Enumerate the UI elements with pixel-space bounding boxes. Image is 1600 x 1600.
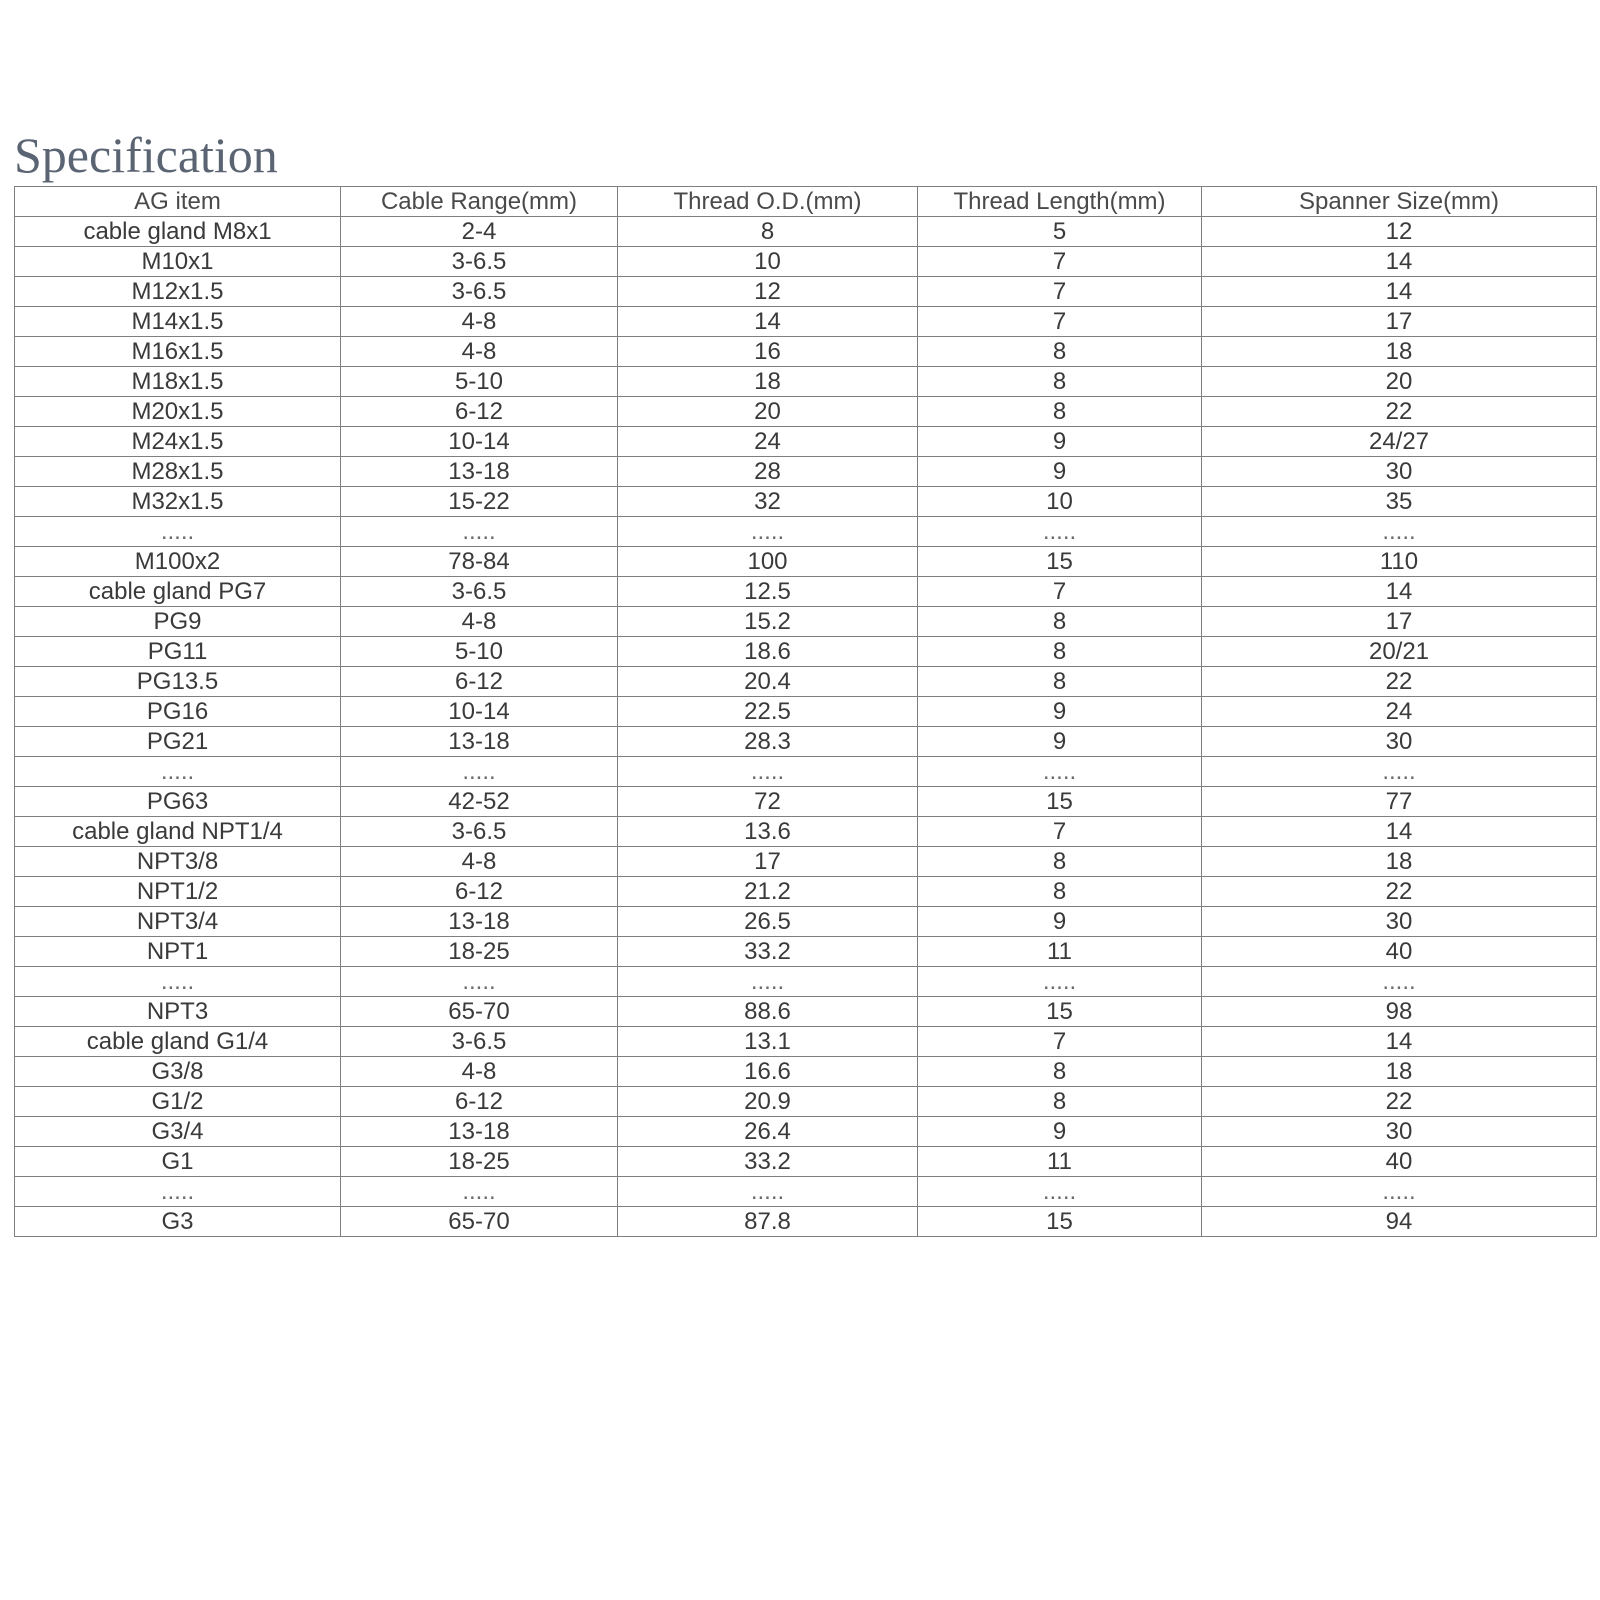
cell-thread-length: 8 — [918, 847, 1202, 877]
table-row — [15, 697, 1597, 727]
cell-thread-od: 18.6 — [618, 637, 918, 667]
cell-spanner-size: 18 — [1202, 337, 1597, 367]
header-thread-od: Thread O.D.(mm) — [618, 187, 918, 217]
cell-spanner-size: 20 — [1202, 367, 1597, 397]
table-row — [15, 607, 1597, 637]
cell-spanner-size: ..... — [1202, 967, 1597, 997]
cell-cable-range: 18-25 — [341, 1147, 618, 1177]
table-row — [15, 997, 1597, 1027]
cell-ag-item: M24x1.5 — [15, 427, 341, 457]
cell-thread-length: 8 — [918, 367, 1202, 397]
table-row — [15, 517, 1597, 547]
cell-thread-length: 7 — [918, 307, 1202, 337]
cell-spanner-size: 14 — [1202, 277, 1597, 307]
table-row — [15, 967, 1597, 997]
cell-thread-od: 16 — [618, 337, 918, 367]
cell-cable-range: ..... — [341, 1177, 618, 1207]
cell-ag-item: G1/2 — [15, 1087, 341, 1117]
cell-thread-od: 88.6 — [618, 997, 918, 1027]
cell-spanner-size: 94 — [1202, 1207, 1597, 1237]
table-row — [15, 457, 1597, 487]
cell-cable-range: 6-12 — [341, 667, 618, 697]
cell-thread-od: 10 — [618, 247, 918, 277]
cell-thread-length: 7 — [918, 247, 1202, 277]
cell-cable-range: 13-18 — [341, 907, 618, 937]
table-row — [15, 577, 1597, 607]
cell-thread-od: 26.5 — [618, 907, 918, 937]
cell-thread-length: ..... — [918, 757, 1202, 787]
cell-spanner-size: 40 — [1202, 1147, 1597, 1177]
cell-spanner-size: 110 — [1202, 547, 1597, 577]
table-row — [15, 277, 1597, 307]
cell-thread-od: 33.2 — [618, 1147, 918, 1177]
table-row — [15, 1057, 1597, 1087]
cell-cable-range: 13-18 — [341, 1117, 618, 1147]
table-row — [15, 1117, 1597, 1147]
cell-thread-od: 28.3 — [618, 727, 918, 757]
cell-thread-od: ..... — [618, 757, 918, 787]
cell-thread-length: 8 — [918, 877, 1202, 907]
cell-thread-length: 9 — [918, 697, 1202, 727]
cell-spanner-size: ..... — [1202, 757, 1597, 787]
cell-cable-range: 10-14 — [341, 427, 618, 457]
cell-ag-item: G1 — [15, 1147, 341, 1177]
header-cable-range: Cable Range(mm) — [341, 187, 618, 217]
cell-ag-item: PG16 — [15, 697, 341, 727]
cell-cable-range: 6-12 — [341, 877, 618, 907]
cell-spanner-size: 14 — [1202, 1027, 1597, 1057]
cell-thread-od: 72 — [618, 787, 918, 817]
table-row — [15, 1087, 1597, 1117]
cell-ag-item: M28x1.5 — [15, 457, 341, 487]
cell-thread-od: 32 — [618, 487, 918, 517]
cell-thread-length: 9 — [918, 1117, 1202, 1147]
cell-spanner-size: 14 — [1202, 247, 1597, 277]
cell-ag-item: M14x1.5 — [15, 307, 341, 337]
header-spanner-size: Spanner Size(mm) — [1202, 187, 1597, 217]
cell-thread-od: 21.2 — [618, 877, 918, 907]
cell-thread-od: 15.2 — [618, 607, 918, 637]
cell-ag-item: NPT1/2 — [15, 877, 341, 907]
cell-thread-od: 33.2 — [618, 937, 918, 967]
cell-thread-od: 13.6 — [618, 817, 918, 847]
header-thread-length: Thread Length(mm) — [918, 187, 1202, 217]
cell-cable-range: 3-6.5 — [341, 247, 618, 277]
cell-cable-range: 4-8 — [341, 607, 618, 637]
cell-thread-od: 13.1 — [618, 1027, 918, 1057]
cell-ag-item: M12x1.5 — [15, 277, 341, 307]
table-row — [15, 337, 1597, 367]
cell-spanner-size: 30 — [1202, 457, 1597, 487]
cell-ag-item: M100x2 — [15, 547, 341, 577]
table-row — [15, 877, 1597, 907]
table-row — [15, 847, 1597, 877]
cell-thread-od: 87.8 — [618, 1207, 918, 1237]
cell-thread-length: 8 — [918, 1057, 1202, 1087]
cell-ag-item: M18x1.5 — [15, 367, 341, 397]
table-row — [15, 247, 1597, 277]
table-header — [15, 187, 1597, 217]
specification-table — [14, 186, 1597, 1237]
cell-cable-range: 6-12 — [341, 1087, 618, 1117]
table-row — [15, 1147, 1597, 1177]
cell-cable-range: 42-52 — [341, 787, 618, 817]
cell-cable-range: 4-8 — [341, 847, 618, 877]
cell-cable-range: 6-12 — [341, 397, 618, 427]
cell-ag-item: G3/8 — [15, 1057, 341, 1087]
header-ag-item: AG item — [15, 187, 341, 217]
cell-cable-range: 4-8 — [341, 337, 618, 367]
cell-spanner-size: 18 — [1202, 1057, 1597, 1087]
table-row — [15, 427, 1597, 457]
cell-ag-item: NPT1 — [15, 937, 341, 967]
cell-thread-length: 5 — [918, 217, 1202, 247]
cell-spanner-size: 14 — [1202, 577, 1597, 607]
cell-spanner-size: 22 — [1202, 1087, 1597, 1117]
cell-cable-range: 10-14 — [341, 697, 618, 727]
table-row — [15, 217, 1597, 247]
cell-spanner-size: 40 — [1202, 937, 1597, 967]
cell-cable-range: ..... — [341, 517, 618, 547]
cell-ag-item: PG11 — [15, 637, 341, 667]
cell-spanner-size: ..... — [1202, 517, 1597, 547]
cell-cable-range: 65-70 — [341, 997, 618, 1027]
cell-thread-od: 18 — [618, 367, 918, 397]
cell-thread-od: 17 — [618, 847, 918, 877]
cell-thread-od: 20.9 — [618, 1087, 918, 1117]
table-row — [15, 637, 1597, 667]
cell-cable-range: ..... — [341, 967, 618, 997]
cell-thread-length: 11 — [918, 937, 1202, 967]
cell-ag-item: M32x1.5 — [15, 487, 341, 517]
cell-cable-range: 15-22 — [341, 487, 618, 517]
cell-thread-length: 7 — [918, 577, 1202, 607]
cell-thread-od: 8 — [618, 217, 918, 247]
cell-spanner-size: 35 — [1202, 487, 1597, 517]
cell-thread-length: 8 — [918, 337, 1202, 367]
table-row — [15, 397, 1597, 427]
cell-thread-od: 24 — [618, 427, 918, 457]
cell-spanner-size: 17 — [1202, 307, 1597, 337]
cell-thread-od: ..... — [618, 517, 918, 547]
cell-spanner-size: 30 — [1202, 907, 1597, 937]
cell-ag-item: ..... — [15, 967, 341, 997]
cell-thread-length: 15 — [918, 997, 1202, 1027]
header-row — [15, 187, 1597, 217]
cell-ag-item: G3/4 — [15, 1117, 341, 1147]
cell-cable-range: 13-18 — [341, 457, 618, 487]
table-row — [15, 667, 1597, 697]
table-row — [15, 547, 1597, 577]
cell-cable-range: 3-6.5 — [341, 1027, 618, 1057]
cell-cable-range: 4-8 — [341, 307, 618, 337]
cell-ag-item: cable gland G1/4 — [15, 1027, 341, 1057]
page-title: Specification — [14, 127, 278, 183]
cell-thread-od: 12 — [618, 277, 918, 307]
cell-cable-range: ..... — [341, 757, 618, 787]
cell-thread-length: 8 — [918, 1087, 1202, 1117]
table-row — [15, 1177, 1597, 1207]
cell-thread-od: 28 — [618, 457, 918, 487]
cell-thread-length: 7 — [918, 817, 1202, 847]
table-row — [15, 907, 1597, 937]
cell-thread-length: 15 — [918, 1207, 1202, 1237]
table-row — [15, 367, 1597, 397]
cell-thread-length: ..... — [918, 517, 1202, 547]
cell-thread-length: 9 — [918, 427, 1202, 457]
table-row — [15, 727, 1597, 757]
cell-thread-length: 11 — [918, 1147, 1202, 1177]
cell-spanner-size: ..... — [1202, 1177, 1597, 1207]
cell-spanner-size: 14 — [1202, 817, 1597, 847]
cell-thread-od: 20.4 — [618, 667, 918, 697]
cell-thread-od: 14 — [618, 307, 918, 337]
cell-ag-item: NPT3/4 — [15, 907, 341, 937]
cell-cable-range: 5-10 — [341, 367, 618, 397]
cell-ag-item: PG13.5 — [15, 667, 341, 697]
table-row — [15, 1207, 1597, 1237]
cell-spanner-size: 30 — [1202, 727, 1597, 757]
table-row — [15, 817, 1597, 847]
cell-ag-item: cable gland PG7 — [15, 577, 341, 607]
cell-thread-length: 9 — [918, 907, 1202, 937]
cell-thread-length: ..... — [918, 967, 1202, 997]
cell-ag-item: ..... — [15, 517, 341, 547]
cell-spanner-size: 22 — [1202, 667, 1597, 697]
cell-ag-item: NPT3 — [15, 997, 341, 1027]
cell-spanner-size: 24/27 — [1202, 427, 1597, 457]
cell-ag-item: cable gland M8x1 — [15, 217, 341, 247]
cell-thread-length: 8 — [918, 667, 1202, 697]
cell-spanner-size: 30 — [1202, 1117, 1597, 1147]
cell-thread-length: 8 — [918, 607, 1202, 637]
cell-thread-od: 26.4 — [618, 1117, 918, 1147]
cell-thread-od: 12.5 — [618, 577, 918, 607]
cell-ag-item: ..... — [15, 757, 341, 787]
cell-cable-range: 4-8 — [341, 1057, 618, 1087]
cell-spanner-size: 24 — [1202, 697, 1597, 727]
table-row — [15, 787, 1597, 817]
cell-spanner-size: 98 — [1202, 997, 1597, 1027]
cell-ag-item: ..... — [15, 1177, 341, 1207]
cell-ag-item: G3 — [15, 1207, 341, 1237]
table-row — [15, 757, 1597, 787]
cell-thread-od: ..... — [618, 1177, 918, 1207]
cell-thread-od: 100 — [618, 547, 918, 577]
cell-thread-od: ..... — [618, 967, 918, 997]
cell-ag-item: PG63 — [15, 787, 341, 817]
cell-thread-length: 7 — [918, 1027, 1202, 1057]
cell-ag-item: NPT3/8 — [15, 847, 341, 877]
table-row — [15, 937, 1597, 967]
cell-cable-range: 3-6.5 — [341, 817, 618, 847]
cell-thread-length: 7 — [918, 277, 1202, 307]
cell-thread-od: 16.6 — [618, 1057, 918, 1087]
cell-thread-length: ..... — [918, 1177, 1202, 1207]
cell-thread-length: 9 — [918, 727, 1202, 757]
cell-ag-item: PG21 — [15, 727, 341, 757]
cell-spanner-size: 22 — [1202, 397, 1597, 427]
cell-thread-length: 8 — [918, 397, 1202, 427]
cell-cable-range: 78-84 — [341, 547, 618, 577]
table-body — [15, 217, 1597, 1237]
cell-thread-length: 9 — [918, 457, 1202, 487]
cell-ag-item: M10x1 — [15, 247, 341, 277]
cell-thread-od: 22.5 — [618, 697, 918, 727]
cell-ag-item: cable gland NPT1/4 — [15, 817, 341, 847]
cell-cable-range: 5-10 — [341, 637, 618, 667]
cell-cable-range: 13-18 — [341, 727, 618, 757]
cell-thread-length: 8 — [918, 637, 1202, 667]
cell-ag-item: PG9 — [15, 607, 341, 637]
cell-cable-range: 2-4 — [341, 217, 618, 247]
cell-thread-od: 20 — [618, 397, 918, 427]
table-row — [15, 307, 1597, 337]
cell-ag-item: M16x1.5 — [15, 337, 341, 367]
cell-spanner-size: 77 — [1202, 787, 1597, 817]
cell-spanner-size: 12 — [1202, 217, 1597, 247]
cell-spanner-size: 20/21 — [1202, 637, 1597, 667]
table-row — [15, 487, 1597, 517]
cell-cable-range: 3-6.5 — [341, 577, 618, 607]
table-row — [15, 1027, 1597, 1057]
cell-cable-range: 18-25 — [341, 937, 618, 967]
cell-spanner-size: 22 — [1202, 877, 1597, 907]
cell-thread-length: 15 — [918, 787, 1202, 817]
cell-ag-item: M20x1.5 — [15, 397, 341, 427]
cell-thread-length: 15 — [918, 547, 1202, 577]
cell-spanner-size: 18 — [1202, 847, 1597, 877]
cell-spanner-size: 17 — [1202, 607, 1597, 637]
cell-cable-range: 3-6.5 — [341, 277, 618, 307]
cell-thread-length: 10 — [918, 487, 1202, 517]
cell-cable-range: 65-70 — [341, 1207, 618, 1237]
